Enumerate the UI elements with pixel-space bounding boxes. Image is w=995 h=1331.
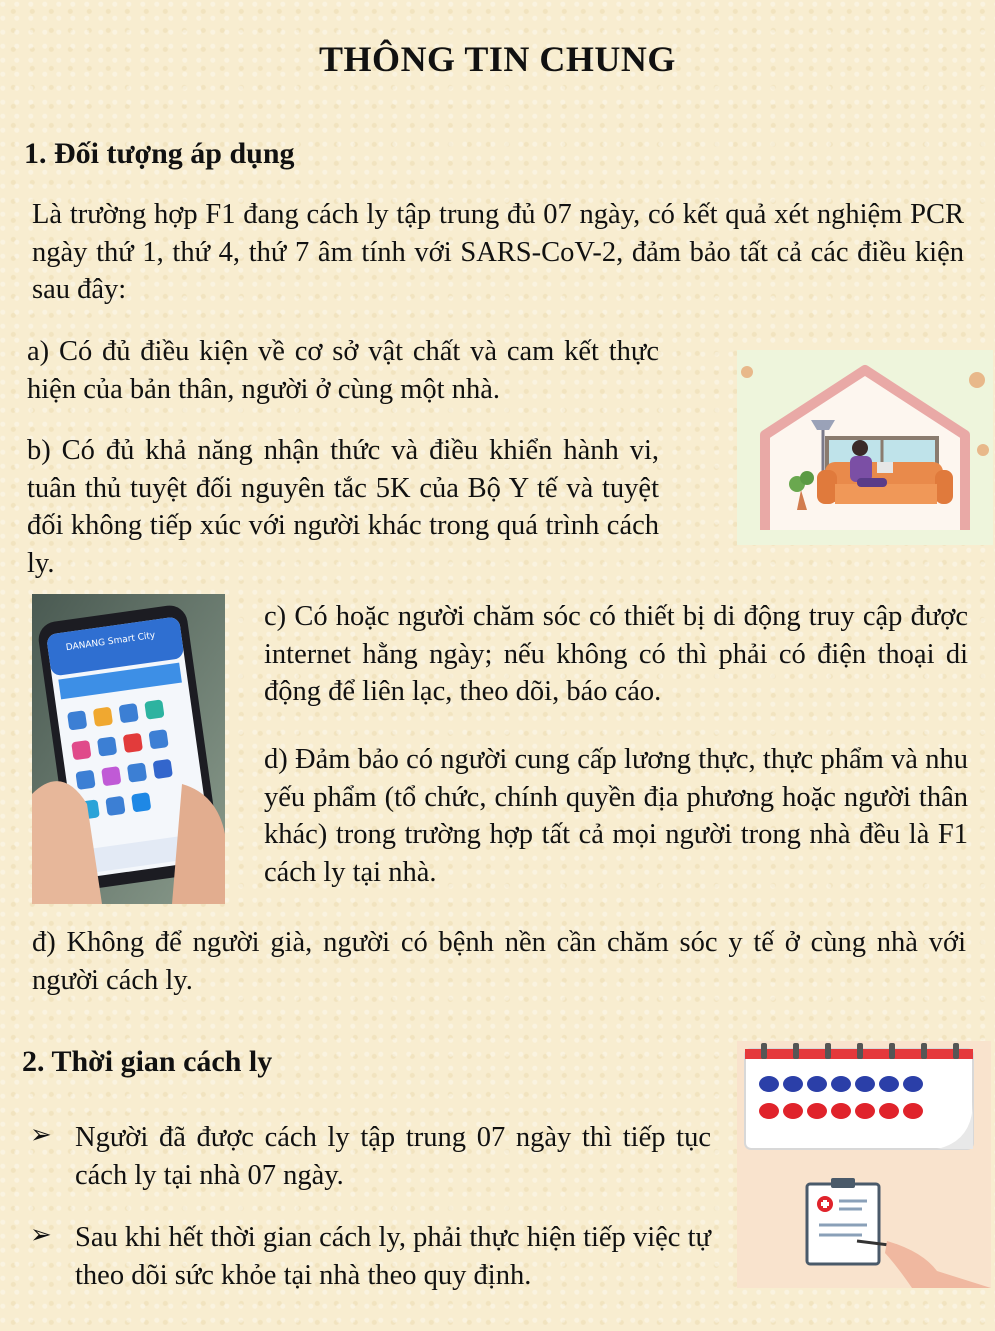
calendar-icon [745, 1043, 973, 1149]
section2-heading: 2. Thời gian cách ly [22, 1045, 273, 1078]
house-illustration [737, 350, 993, 545]
phone-app-name: DANANG Smart City [65, 630, 156, 654]
bullet-arrow-icon: ➢ [30, 1220, 52, 1249]
section1-intro: Là trường hợp F1 đang cách ly tập trung đủ 07 ngày, có kết quả xét nghiệm PCR ngày thứ 1, thứ 4, thứ 7 âm tính với SARS-CoV-2, đảm bảo tất cả các điều kiện sau đây: [32, 199, 964, 305]
condition-c: c) Có hoặc người chăm sóc có thiết bị di động truy cập được internet hằng ngày; nếu không có thì phải có điện thoại di động để liên lạc, theo dõi, báo cáo. [264, 601, 968, 707]
condition-a: a) Có đủ điều kiện về cơ sở vật chất và cam kết thực hiện của bản thân, người ở cùng một nhà. [27, 336, 659, 405]
bullet-arrow-icon: ➢ [30, 1120, 52, 1149]
bullet-item-2: Sau khi hết thời gian cách ly, phải thực hiện tiếp việc tự theo dõi sức khỏe tại nhà theo quy định. [75, 1222, 711, 1291]
calendar-clipboard-illustration [737, 1041, 991, 1288]
bullet-item-1: Người đã được cách ly tập trung 07 ngày thì tiếp tục cách ly tại nhà 07 ngày. [75, 1122, 711, 1191]
smartphone-photo [32, 594, 225, 904]
condition-d: d) Đảm bảo có người cung cấp lương thực, thực phẩm và nhu yếu phẩm (tổ chức, chính quyền địa phương hoặc người thân khác) trong trường hợp tất cả mọi người trong nhà đều là F1 cách ly tại nhà. [264, 744, 968, 888]
section1-heading: 1. Đối tượng áp dụng [24, 137, 295, 170]
page-title: THÔNG TIN CHUNG [319, 39, 676, 79]
condition-b: b) Có đủ khả năng nhận thức và điều khiển hành vi, tuân thủ tuyệt đối nguyên tắc 5K của Bộ Y tế và tuyệt đối không tiếp xúc với người khác trong quá trình cách ly. [27, 435, 659, 579]
condition-dd: đ) Không để người già, người có bệnh nền cần chăm sóc y tế ở cùng nhà với người cách ly. [32, 927, 966, 996]
